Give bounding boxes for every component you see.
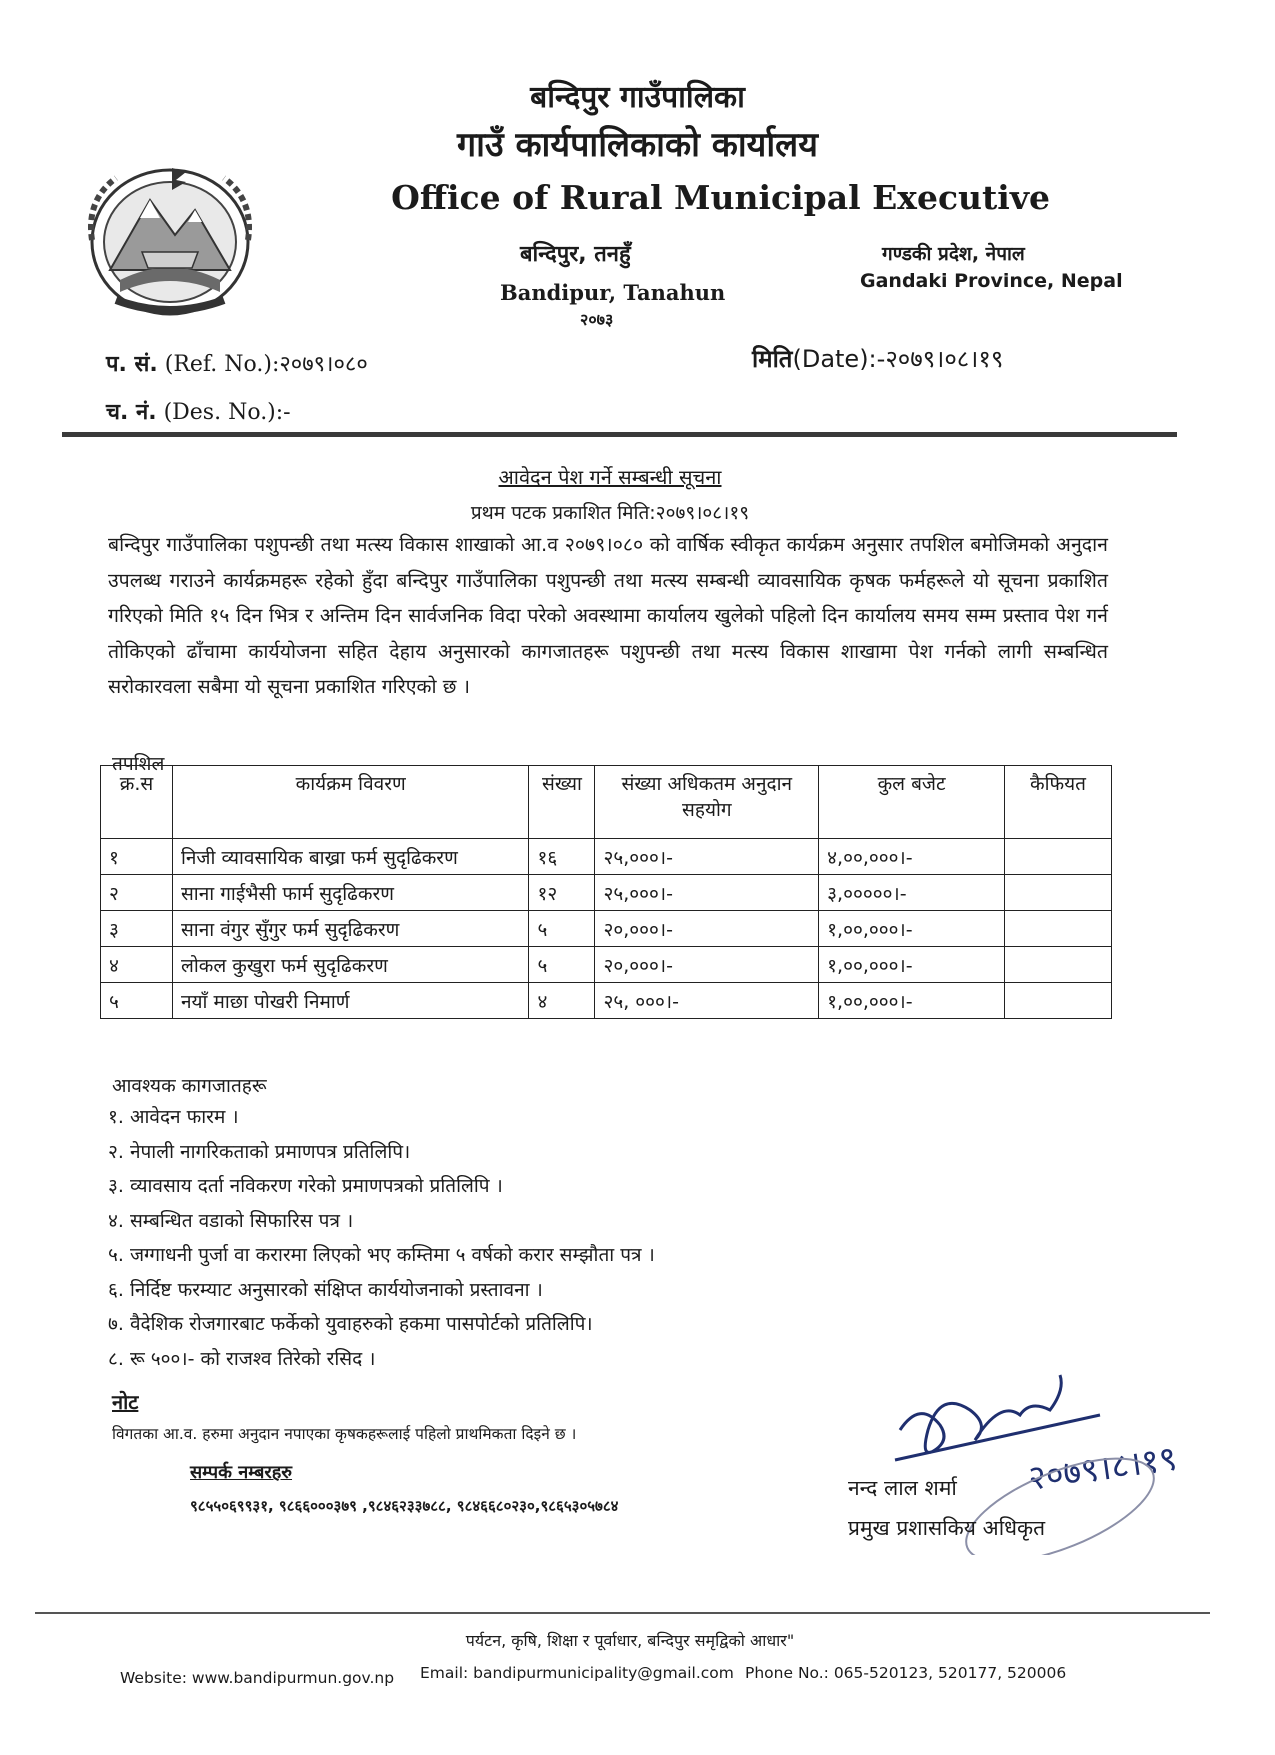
note-heading: नोट xyxy=(112,1390,139,1414)
office-name-en: Office of Rural Municipal Executive xyxy=(391,178,1050,217)
list-item: १. आवेदन फारम । xyxy=(108,1106,239,1128)
footer-phone: Phone No.: 065-520123, 520177, 520006 xyxy=(745,1664,1067,1682)
contact-heading: सम्पर्क नम्बरहरु xyxy=(190,1462,293,1483)
cell-count: १६ xyxy=(529,839,595,875)
signatory-name: नन्द लाल शर्मा xyxy=(848,1476,957,1500)
cell-program: नयाँ माछा पोखरी निमार्ण xyxy=(172,983,529,1019)
required-docs-list xyxy=(108,1103,655,1379)
cell-total-budget: १,००,०००।- xyxy=(819,983,1005,1019)
list-item: ५. जग्गाधनी पुर्जा वा करारमा लिएको भए कम्तिमा ५ वर्षको करार सम्झौता पत्र । xyxy=(108,1244,655,1266)
table-row xyxy=(101,875,1112,911)
place-en: Bandipur, Tanahun xyxy=(500,280,726,305)
date-value: २०७९।०८।१९ xyxy=(885,345,1004,373)
cell-count: ५ xyxy=(529,911,595,947)
col-header-sn: क्र.स xyxy=(101,766,173,839)
letter-date xyxy=(752,342,1003,375)
office-name-np: गाउँ कार्यपालिकाको कार्यालय xyxy=(457,125,818,165)
province-en: Gandaki Province, Nepal xyxy=(860,270,1123,292)
contact-numbers: ९८५५०६९९३१, ९८६६०००३७९ ,९८४६२३३७८८, ९८४६६८०२३०,९८६५३०५७८४ xyxy=(190,1497,619,1515)
cell-count: ४ xyxy=(529,983,595,1019)
col-header-remarks: कैफियत xyxy=(1005,766,1112,839)
ref-value: २०७९।०८० xyxy=(279,352,368,377)
ref-label-np: प. सं. xyxy=(106,352,158,377)
footer-website: Website: www.bandipurmun.gov.np xyxy=(120,1669,395,1687)
municipality-name: बन्दिपुर गाउँपालिका xyxy=(530,80,745,115)
establishment-year: २०७३ xyxy=(580,310,614,329)
signatory-title: प्रमुख प्रशासकिय अधिकृत xyxy=(848,1516,1046,1540)
cell-program: साना वंगुर सुँगुर फर्म सुदृढिकरण xyxy=(172,911,529,947)
list-item: २. नेपाली नागरिकताको प्रमाणपत्र प्रतिलिपि। xyxy=(108,1140,411,1163)
program-table xyxy=(100,765,1112,1019)
footer-divider xyxy=(35,1612,1210,1614)
cell-count: १२ xyxy=(529,875,595,911)
cell-program: साना गाईभैसी फार्म सुदृढिकरण xyxy=(172,875,529,911)
cell-total-budget: १,००,०००।- xyxy=(819,911,1005,947)
list-item: ६. निर्दिष्ट फरम्याट अनुसारको संक्षिप्त कार्ययोजनाको प्रस्तावना । xyxy=(108,1278,543,1301)
cell-count: ५ xyxy=(529,947,595,983)
des-number xyxy=(106,396,291,426)
des-label-en: (Des. No.):- xyxy=(163,400,291,425)
date-label-np: मिति xyxy=(752,345,793,373)
cell-total-budget: १,००,०००।- xyxy=(819,947,1005,983)
table-row xyxy=(101,983,1112,1019)
col-header-max-grant: संख्या अधिकतम अनुदान सहयोग xyxy=(595,766,819,839)
date-label-en: (Date):- xyxy=(792,345,886,373)
cell-remarks xyxy=(1005,875,1112,911)
cell-max-grant: २५,०००।- xyxy=(595,839,819,875)
notice-title: आवेदन पेश गर्ने सम्बन्धी सूचना xyxy=(498,465,722,489)
cell-total-budget: ३,०००००।- xyxy=(819,875,1005,911)
col-header-total-budget: कुल बजेट xyxy=(819,766,1005,839)
cell-sn: २ xyxy=(101,875,173,911)
cell-sn: ४ xyxy=(101,947,173,983)
col-header-count: संख्या xyxy=(529,766,595,839)
notice-published-date: प्रथम पटक प्रकाशित मिति:२०७९।०८।१९ xyxy=(470,502,750,524)
signature-date: २०७९।८।१९ xyxy=(1025,1438,1180,1499)
cell-max-grant: २५, ०००।- xyxy=(595,983,819,1019)
cell-total-budget: ४,००,०००।- xyxy=(819,839,1005,875)
cell-remarks xyxy=(1005,911,1112,947)
header-divider xyxy=(62,432,1177,437)
cell-remarks xyxy=(1005,947,1112,983)
table-header-row xyxy=(101,766,1112,839)
list-item: ३. व्यावसाय दर्ता नविकरण गरेको प्रमाणपत्रको प्रतिलिपि । xyxy=(108,1175,503,1197)
required-docs-heading: आवश्यक कागजातहरू xyxy=(112,1075,267,1097)
list-item: ४. सम्बन्धित वडाको सिफारिस पत्र । xyxy=(108,1209,354,1232)
cell-program: लोकल कुखुरा फर्म सुदृढिकरण xyxy=(172,947,529,983)
footer-email: Email: bandipurmunicipality@gmail.com xyxy=(420,1664,734,1682)
cell-max-grant: २०,०००।- xyxy=(595,947,819,983)
note-text: विगतका आ.व. हरुमा अनुदान नपाएका कृषकहरूलाई पहिलो प्राथमिकता दिइने छ । xyxy=(112,1425,577,1443)
table-row xyxy=(101,947,1112,983)
province-np: गण्डकी प्रदेश, नेपाल xyxy=(882,243,1025,265)
cell-max-grant: २०,०००।- xyxy=(595,911,819,947)
cell-sn: ३ xyxy=(101,911,173,947)
list-item: ८. रू ५००।- को राजश्व तिरेको रसिद । xyxy=(108,1347,376,1370)
col-header-program: कार्यक्रम विवरण xyxy=(172,766,529,839)
des-label-np: च. नं. xyxy=(106,400,157,425)
ref-label-en: (Ref. No.): xyxy=(164,352,280,377)
notice-body: बन्दिपुर गाउँपालिका पशुपन्छी तथा मत्स्य विकास शाखाको आ.व २०७९।०८० को वार्षिक स्वीकृत कार्यक्रम अनुसार तपशिल बमोजिमको अनुदान उपलब्ध गराउने कार्यक्रमहरू रहेको हुँदा बन्दिपुर गाउँपालिका पशुपन्छी तथा मत्स्य सम्बन्धी व्यावसायिक कृषक फर्महरूले यो सूचना प्रकाशित गरिएको मिति १५ दिन भित्र र अन्तिम दिन सार्वजनिक विदा परेको अवस्थामा कार्यालय खुलेको पहिलो दिन कार्यालय समय सम्म प्रस्ताव पेश गर्न तोकिएको ढाँचामा कार्ययोजना सहित देहाय अनुसारको कागजातहरू पशुपन्छी तथा मत्स्य विकास शाखामा पेश गर्नको लागी सम्बन्धित सरोकारवला सबैमा यो सूचना प्रकाशित गरिएको छ । xyxy=(108,533,1108,698)
list-item: ७. वैदेशिक रोजगारबाट फर्केको युवाहरुको हकमा पासपोर्टको प्रतिलिपि। xyxy=(108,1313,593,1335)
cell-remarks xyxy=(1005,839,1112,875)
footer-slogan: पर्यटन, कृषि, शिक्षा र पूर्वाधार, बन्दिपुर समृद्विको आधार" xyxy=(465,1631,795,1650)
cell-sn: १ xyxy=(101,839,173,875)
cell-sn: ५ xyxy=(101,983,173,1019)
cell-program: निजी व्यावसायिक बाख्रा फर्म सुदृढिकरण xyxy=(172,839,529,875)
cell-max-grant: २५,०००।- xyxy=(595,875,819,911)
cell-remarks xyxy=(1005,983,1112,1019)
ref-number xyxy=(106,348,368,378)
table-caption: तपशिल xyxy=(112,753,165,775)
place-np: बन्दिपुर, तनहुँ xyxy=(520,242,631,267)
table-row xyxy=(101,911,1112,947)
table-row xyxy=(101,839,1112,875)
